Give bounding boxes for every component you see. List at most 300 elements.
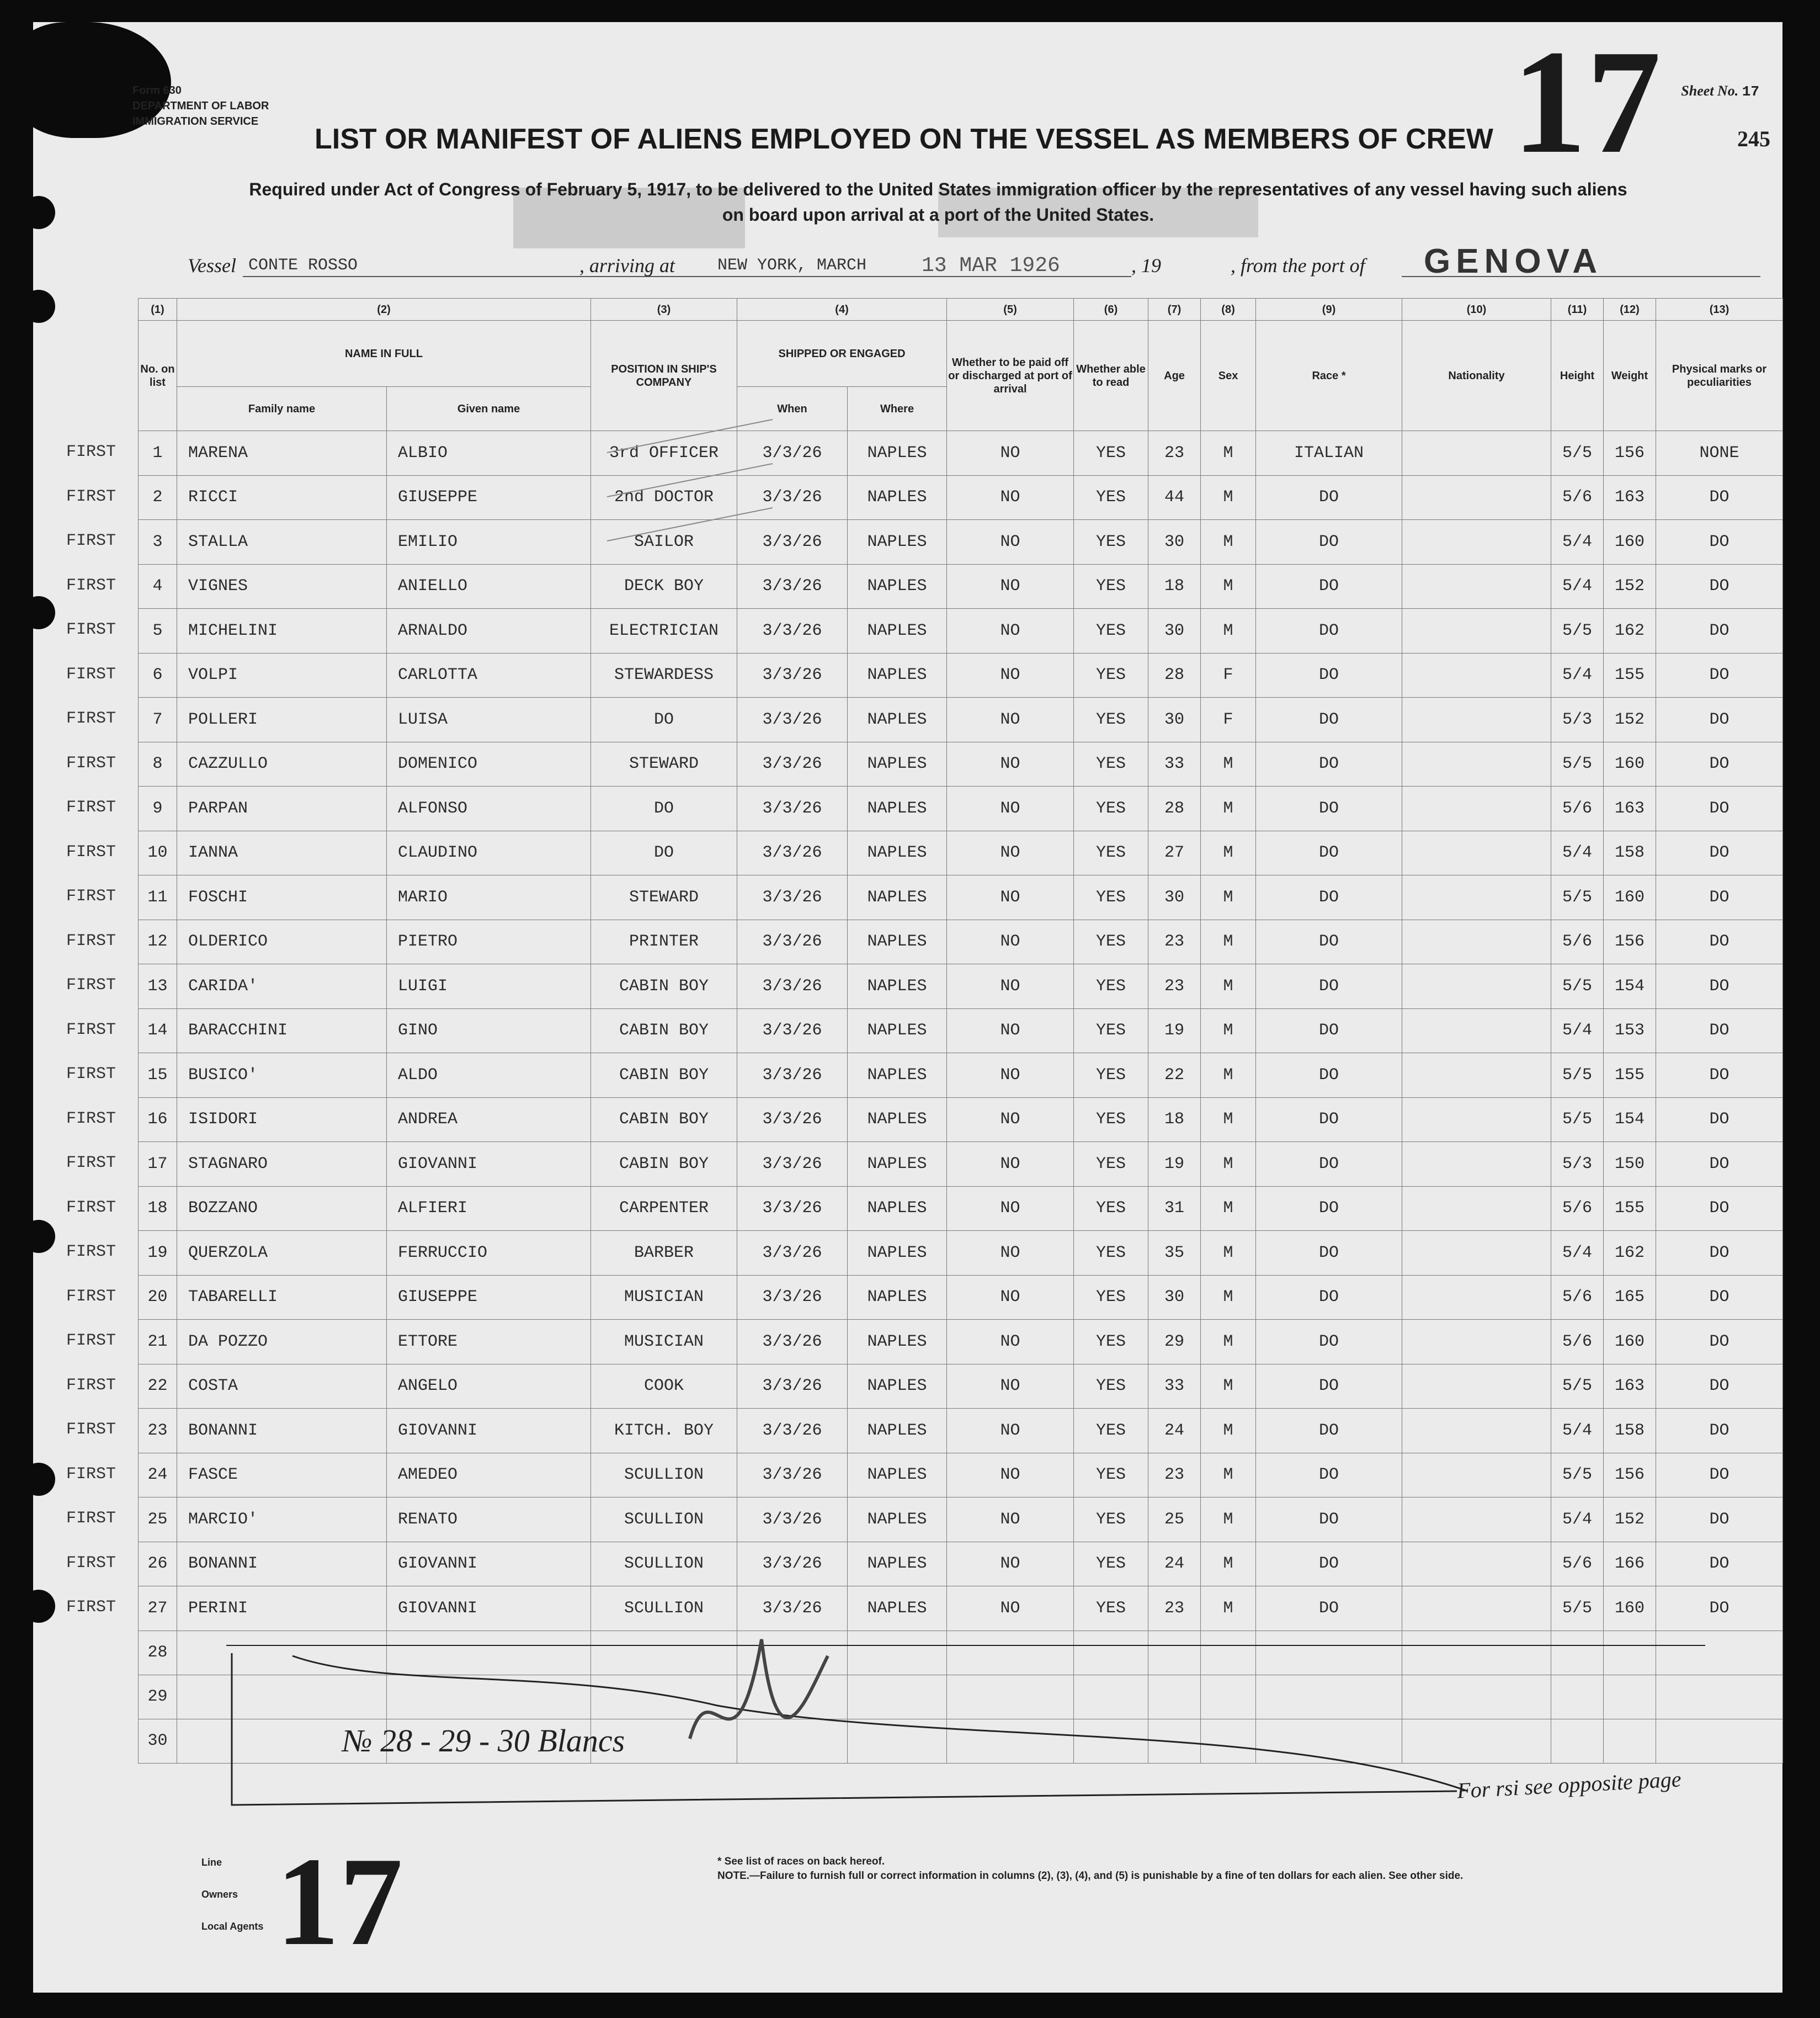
row-no-cell: 16 — [139, 1097, 177, 1142]
row-no-cell: 25 — [139, 1497, 177, 1542]
shipped-where-cell: NAPLES — [848, 1453, 947, 1497]
height-cell: 5/6 — [1551, 787, 1604, 831]
weight-cell: 154 — [1604, 964, 1656, 1009]
col-num: (2) — [177, 299, 591, 321]
class-label: FIRST — [66, 1420, 116, 1439]
given-name-cell: ALFIERI — [387, 1186, 591, 1231]
col-num: (7) — [1148, 299, 1201, 321]
given-name-cell: RENATO — [387, 1497, 591, 1542]
blanks-note: № 28 - 29 - 30 Blancs — [342, 1723, 625, 1759]
height-cell: 5/5 — [1551, 875, 1604, 920]
physical-marks-cell: DO — [1656, 475, 1783, 520]
row-no-cell: 8 — [139, 742, 177, 787]
paid-off-cell: NO — [947, 1586, 1074, 1631]
shipped-when-cell: 3/3/26 — [737, 1409, 848, 1453]
col-header-read: Whether able to read — [1074, 321, 1148, 431]
sex-cell: M — [1201, 831, 1256, 875]
sex-cell: F — [1201, 653, 1256, 698]
shipped-when-cell: 3/3/26 — [737, 1142, 848, 1187]
able-to-read-cell: YES — [1074, 520, 1148, 565]
physical-marks-cell: DO — [1656, 831, 1783, 875]
col-header-family: Family name — [177, 387, 387, 431]
able-to-read-cell: YES — [1074, 831, 1148, 875]
col-num: (12) — [1604, 299, 1656, 321]
paid-off-cell: NO — [947, 653, 1074, 698]
position-cell: CABIN BOY — [591, 1097, 737, 1142]
physical-marks-cell: DO — [1656, 609, 1783, 654]
able-to-read-cell: YES — [1074, 1097, 1148, 1142]
age-cell: 30 — [1148, 698, 1201, 742]
row-no-cell: 9 — [139, 787, 177, 831]
able-to-read-cell: YES — [1074, 1453, 1148, 1497]
age-cell: 23 — [1148, 1586, 1201, 1631]
able-to-read-cell: YES — [1074, 1053, 1148, 1098]
position-cell: CABIN BOY — [591, 1053, 737, 1098]
family-name-cell: MARCIO' — [177, 1497, 387, 1542]
race-cell: DO — [1256, 831, 1402, 875]
physical-marks-cell: DO — [1656, 1542, 1783, 1586]
race-cell: DO — [1256, 698, 1402, 742]
shipped-when-cell: 3/3/26 — [737, 1542, 848, 1586]
service-name: IMMIGRATION SERVICE — [132, 115, 259, 128]
class-label: FIRST — [66, 1331, 116, 1350]
height-cell: 5/6 — [1551, 920, 1604, 964]
position-cell: SCULLION — [591, 1497, 737, 1542]
shipped-when-cell: 3/3/26 — [737, 1097, 848, 1142]
family-name-cell: PERINI — [177, 1586, 387, 1631]
able-to-read-cell: YES — [1074, 1142, 1148, 1187]
shipped-where-cell: NAPLES — [848, 431, 947, 476]
weight-cell: 158 — [1604, 831, 1656, 875]
given-name-cell: ALFONSO — [387, 787, 591, 831]
race-cell: DO — [1256, 1097, 1402, 1142]
row-no-cell: 28 — [139, 1631, 177, 1675]
shipped-where-cell: NAPLES — [848, 1097, 947, 1142]
shipped-where-cell: NAPLES — [848, 653, 947, 698]
family-name-cell: RICCI — [177, 475, 387, 520]
race-cell: DO — [1256, 1142, 1402, 1187]
race-cell: DO — [1256, 520, 1402, 565]
shipped-where-cell: NAPLES — [848, 1586, 947, 1631]
given-name-cell: PIETRO — [387, 920, 591, 964]
age-cell: 23 — [1148, 964, 1201, 1009]
row-no-cell: 5 — [139, 609, 177, 654]
race-cell: DO — [1256, 1542, 1402, 1586]
age-cell: 23 — [1148, 1453, 1201, 1497]
weight-cell: 160 — [1604, 875, 1656, 920]
paid-off-cell: NO — [947, 1231, 1074, 1276]
paid-off-cell: NO — [947, 742, 1074, 787]
age-cell: 28 — [1148, 653, 1201, 698]
family-name-cell: OLDERICO — [177, 920, 387, 964]
shipped-where-cell: NAPLES — [848, 1008, 947, 1053]
position-cell: CABIN BOY — [591, 1142, 737, 1187]
footnote-races: * See list of races on back hereof. — [717, 1856, 885, 1867]
row-no-cell: 6 — [139, 653, 177, 698]
col-header-position: POSITION IN SHIP'S COMPANY — [591, 321, 737, 431]
weight-cell: 165 — [1604, 1275, 1656, 1320]
class-label: FIRST — [66, 620, 116, 639]
physical-marks-cell: DO — [1656, 1231, 1783, 1276]
family-name-cell: FASCE — [177, 1453, 387, 1497]
shipped-when-cell: 3/3/26 — [737, 653, 848, 698]
physical-marks-cell: DO — [1656, 964, 1783, 1009]
race-cell: DO — [1256, 1053, 1402, 1098]
class-label: FIRST — [66, 931, 116, 950]
class-label: FIRST — [66, 1109, 116, 1128]
position-cell: DO — [591, 831, 737, 875]
given-name-cell: FERRUCCIO — [387, 1231, 591, 1276]
col-num: (3) — [591, 299, 737, 321]
given-name-cell: CARLOTTA — [387, 653, 591, 698]
position-cell: MUSICIAN — [591, 1275, 737, 1320]
sex-cell: M — [1201, 1497, 1256, 1542]
weight-cell: 155 — [1604, 1053, 1656, 1098]
sex-cell: M — [1201, 875, 1256, 920]
height-cell: 5/4 — [1551, 520, 1604, 565]
able-to-read-cell: YES — [1074, 1231, 1148, 1276]
age-cell: 29 — [1148, 1320, 1201, 1364]
col-num: (5) — [947, 299, 1074, 321]
shipped-when-cell: 3/3/26 — [737, 564, 848, 609]
shipped-where-cell: NAPLES — [848, 1053, 947, 1098]
weight-cell: 160 — [1604, 520, 1656, 565]
position-cell: DECK BOY — [591, 564, 737, 609]
position-cell: DO — [591, 787, 737, 831]
sex-cell: M — [1201, 1453, 1256, 1497]
family-name-cell: TABARELLI — [177, 1275, 387, 1320]
col-header-nationality: Nationality — [1402, 321, 1551, 431]
age-cell: 23 — [1148, 431, 1201, 476]
row-no-cell: 13 — [139, 964, 177, 1009]
col-num: (9) — [1256, 299, 1402, 321]
age-cell: 28 — [1148, 787, 1201, 831]
col-header-where: Where — [848, 387, 947, 431]
race-cell: DO — [1256, 875, 1402, 920]
class-label: FIRST — [66, 842, 116, 862]
family-name-cell: POLLERI — [177, 698, 387, 742]
age-cell: 30 — [1148, 875, 1201, 920]
physical-marks-cell: DO — [1656, 653, 1783, 698]
race-cell: DO — [1256, 742, 1402, 787]
height-cell: 5/6 — [1551, 1542, 1604, 1586]
physical-marks-cell: DO — [1656, 1097, 1783, 1142]
paid-off-cell: NO — [947, 609, 1074, 654]
line-label: Line — [201, 1857, 222, 1868]
class-label: FIRST — [66, 1553, 116, 1573]
position-cell: 2nd DOCTOR — [591, 475, 737, 520]
physical-marks-cell: DO — [1656, 1497, 1783, 1542]
height-cell: 5/5 — [1551, 1097, 1604, 1142]
shipped-when-cell: 3/3/26 — [737, 831, 848, 875]
position-cell: CABIN BOY — [591, 1008, 737, 1053]
shipped-where-cell: NAPLES — [848, 787, 947, 831]
class-label: FIRST — [66, 1065, 116, 1084]
given-name-cell: CLAUDINO — [387, 831, 591, 875]
able-to-read-cell: YES — [1074, 742, 1148, 787]
family-name-cell: IANNA — [177, 831, 387, 875]
race-cell: DO — [1256, 1275, 1402, 1320]
race-cell: DO — [1256, 964, 1402, 1009]
able-to-read-cell: YES — [1074, 653, 1148, 698]
weight-cell: 150 — [1604, 1142, 1656, 1187]
col-header-given: Given name — [387, 387, 591, 431]
subtitle-line-1: Required under Act of Congress of February 5, 1917, to be delivered to the United States immigration officer by the representatives of any vessel having such aliens — [249, 179, 1627, 199]
paid-off-cell: NO — [947, 1409, 1074, 1453]
family-name-cell: QUERZOLA — [177, 1231, 387, 1276]
race-cell: DO — [1256, 1586, 1402, 1631]
given-name-cell: ETTORE — [387, 1320, 591, 1364]
family-name-cell: VIGNES — [177, 564, 387, 609]
family-name-cell: PARPAN — [177, 787, 387, 831]
row-no-cell: 17 — [139, 1142, 177, 1187]
paid-off-cell: NO — [947, 964, 1074, 1009]
shipped-when-cell: 3/3/26 — [737, 1231, 848, 1276]
sex-cell: M — [1201, 1586, 1256, 1631]
paid-off-cell: NO — [947, 698, 1074, 742]
vessel-label: Vessel — [188, 254, 236, 277]
family-name-cell: FOSCHI — [177, 875, 387, 920]
family-name-cell: ISIDORI — [177, 1097, 387, 1142]
position-cell: SCULLION — [591, 1453, 737, 1497]
class-label: FIRST — [66, 1242, 116, 1261]
class-label: FIRST — [66, 665, 116, 684]
given-name-cell: GIOVANNI — [387, 1586, 591, 1631]
age-cell: 19 — [1148, 1142, 1201, 1187]
height-cell: 5/3 — [1551, 698, 1604, 742]
able-to-read-cell: YES — [1074, 1586, 1148, 1631]
shipped-where-cell: NAPLES — [848, 520, 947, 565]
sex-cell: M — [1201, 1008, 1256, 1053]
shipped-where-cell: NAPLES — [848, 1231, 947, 1276]
sex-cell: M — [1201, 520, 1256, 565]
weight-cell: 163 — [1604, 787, 1656, 831]
family-name-cell: CAZZULLO — [177, 742, 387, 787]
row-no-cell: 19 — [139, 1231, 177, 1276]
shipped-when-cell: 3/3/26 — [737, 520, 848, 565]
shipped-when-cell: 3/3/26 — [737, 1186, 848, 1231]
height-cell: 5/6 — [1551, 1186, 1604, 1231]
row-no-cell: 24 — [139, 1453, 177, 1497]
sex-cell: M — [1201, 787, 1256, 831]
form-number: Form 630 — [132, 84, 182, 97]
signature-scrawl — [690, 1639, 828, 1739]
given-name-cell: GIOVANNI — [387, 1409, 591, 1453]
footnote-penalty: NOTE.—Failure to furnish full or correct information in columns (2), (3), (4), and (5) is punishable by a fine of ten dollars for each alien. See other side. — [717, 1870, 1464, 1882]
weight-cell: 152 — [1604, 564, 1656, 609]
shipped-when-cell: 3/3/26 — [737, 1053, 848, 1098]
given-name-cell: MARIO — [387, 875, 591, 920]
race-cell: DO — [1256, 1453, 1402, 1497]
physical-marks-cell: DO — [1656, 1053, 1783, 1098]
paid-off-cell: NO — [947, 475, 1074, 520]
race-cell: DO — [1256, 1008, 1402, 1053]
family-name-cell: BONANNI — [177, 1409, 387, 1453]
paid-off-cell: NO — [947, 1008, 1074, 1053]
physical-marks-cell: DO — [1656, 1186, 1783, 1231]
height-cell: 5/6 — [1551, 475, 1604, 520]
paid-off-cell: NO — [947, 831, 1074, 875]
given-name-cell: ALBIO — [387, 431, 591, 476]
given-name-cell: ARNALDO — [387, 609, 591, 654]
sex-cell: M — [1201, 609, 1256, 654]
position-cell: COOK — [591, 1364, 737, 1409]
sex-cell: M — [1201, 1364, 1256, 1409]
shipped-when-cell: 3/3/26 — [737, 1364, 848, 1409]
race-cell: DO — [1256, 564, 1402, 609]
race-cell: DO — [1256, 653, 1402, 698]
class-label: FIRST — [66, 798, 116, 817]
sex-cell: F — [1201, 698, 1256, 742]
class-label: FIRST — [66, 443, 116, 461]
year-label: , 19 — [1131, 254, 1161, 277]
row-no-cell: 12 — [139, 920, 177, 964]
age-cell: 31 — [1148, 1186, 1201, 1231]
weight-cell: 156 — [1604, 920, 1656, 964]
class-label: FIRST — [66, 1464, 116, 1484]
shipped-where-cell: NAPLES — [848, 1497, 947, 1542]
age-cell: 33 — [1148, 1364, 1201, 1409]
shipped-when-cell: 3/3/26 — [737, 1497, 848, 1542]
row-no-cell: 30 — [139, 1719, 177, 1763]
able-to-read-cell: YES — [1074, 1275, 1148, 1320]
row-no-cell: 15 — [139, 1053, 177, 1098]
given-name-cell: AMEDEO — [387, 1453, 591, 1497]
weight-cell: 160 — [1604, 742, 1656, 787]
class-label: FIRST — [66, 1154, 116, 1172]
position-cell: STEWARD — [591, 742, 737, 787]
able-to-read-cell: YES — [1074, 787, 1148, 831]
shipped-when-cell: 3/3/26 — [737, 787, 848, 831]
able-to-read-cell: YES — [1074, 609, 1148, 654]
col-num: (8) — [1201, 299, 1256, 321]
row-no-cell: 10 — [139, 831, 177, 875]
family-name-cell: CARIDA' — [177, 964, 387, 1009]
row-no-cell: 26 — [139, 1542, 177, 1586]
check-marks — [607, 419, 773, 541]
sheet-big-number: 17 — [1512, 19, 1661, 184]
paid-off-cell: NO — [947, 1097, 1074, 1142]
family-name-cell: STAGNARO — [177, 1142, 387, 1187]
family-name-cell: VOLPI — [177, 653, 387, 698]
position-cell: SCULLION — [591, 1542, 737, 1586]
shipped-when-cell: 3/3/26 — [737, 698, 848, 742]
paid-off-cell: NO — [947, 1142, 1074, 1187]
family-name-cell: MICHELINI — [177, 609, 387, 654]
position-cell: BARBER — [591, 1231, 737, 1276]
given-name-cell: GIUSEPPE — [387, 475, 591, 520]
class-label: FIRST — [66, 532, 116, 550]
class-label: FIRST — [66, 1598, 116, 1617]
date-stamp: 13 MAR 1926 — [922, 254, 1060, 278]
height-cell: 5/6 — [1551, 1320, 1604, 1364]
able-to-read-cell: YES — [1074, 1364, 1148, 1409]
shipped-where-cell: NAPLES — [848, 1364, 947, 1409]
height-cell: 5/4 — [1551, 1008, 1604, 1053]
family-name-cell: COSTA — [177, 1364, 387, 1409]
weight-cell: 154 — [1604, 1097, 1656, 1142]
shipped-when-cell: 3/3/26 — [737, 920, 848, 964]
shipped-when-cell: 3/3/26 — [737, 1008, 848, 1053]
position-cell: DO — [591, 698, 737, 742]
sex-cell: M — [1201, 1186, 1256, 1231]
age-cell: 19 — [1148, 1008, 1201, 1053]
height-cell: 5/4 — [1551, 1409, 1604, 1453]
arriving-label: , arriving at — [579, 254, 675, 277]
paid-off-cell: NO — [947, 920, 1074, 964]
col-header-shipped: SHIPPED OR ENGAGED — [737, 321, 947, 387]
sex-cell: M — [1201, 1231, 1256, 1276]
physical-marks-cell: DO — [1656, 698, 1783, 742]
agents-label: Local Agents — [201, 1921, 264, 1932]
race-cell: DO — [1256, 1231, 1402, 1276]
class-label: FIRST — [66, 1198, 116, 1217]
col-header-age: Age — [1148, 321, 1201, 431]
owners-label: Owners — [201, 1889, 238, 1900]
age-cell: 30 — [1148, 520, 1201, 565]
sex-cell: M — [1201, 1320, 1256, 1364]
race-cell: DO — [1256, 1364, 1402, 1409]
position-cell: STEWARDESS — [591, 653, 737, 698]
able-to-read-cell: YES — [1074, 920, 1148, 964]
paid-off-cell: NO — [947, 520, 1074, 565]
weight-cell: 152 — [1604, 698, 1656, 742]
physical-marks-cell: DO — [1656, 1008, 1783, 1053]
age-cell: 18 — [1148, 1097, 1201, 1142]
arriving-value: NEW YORK, MARCH — [717, 256, 867, 275]
position-cell: 3rd OFFICER — [591, 431, 737, 476]
able-to-read-cell: YES — [1074, 1008, 1148, 1053]
age-cell: 33 — [1148, 742, 1201, 787]
paid-off-cell: NO — [947, 1320, 1074, 1364]
able-to-read-cell: YES — [1074, 698, 1148, 742]
given-name-cell: GIOVANNI — [387, 1542, 591, 1586]
sex-cell: M — [1201, 1542, 1256, 1586]
given-name-cell: DOMENICO — [387, 742, 591, 787]
age-cell: 18 — [1148, 564, 1201, 609]
physical-marks-cell: DO — [1656, 875, 1783, 920]
weight-cell: 156 — [1604, 1453, 1656, 1497]
age-cell: 22 — [1148, 1053, 1201, 1098]
shipped-where-cell: NAPLES — [848, 1142, 947, 1187]
sex-cell: M — [1201, 475, 1256, 520]
paid-off-cell: NO — [947, 564, 1074, 609]
port-label: , from the port of — [1231, 254, 1365, 277]
height-cell: 5/4 — [1551, 831, 1604, 875]
physical-marks-cell: DO — [1656, 1275, 1783, 1320]
weight-cell: 163 — [1604, 475, 1656, 520]
row-no-cell: 29 — [139, 1675, 177, 1719]
height-cell: 5/5 — [1551, 1053, 1604, 1098]
col-num: (11) — [1551, 299, 1604, 321]
given-name-cell: ANDREA — [387, 1097, 591, 1142]
given-name-cell: LUISA — [387, 698, 591, 742]
able-to-read-cell: YES — [1074, 1542, 1148, 1586]
position-cell: STEWARD — [591, 875, 737, 920]
race-cell: ITALIAN — [1256, 431, 1402, 476]
sheet-number-label: Sheet No. — [1681, 83, 1739, 99]
height-cell: 5/4 — [1551, 1497, 1604, 1542]
physical-marks-cell: DO — [1656, 1586, 1783, 1631]
shipped-when-cell: 3/3/26 — [737, 609, 848, 654]
shipped-where-cell: NAPLES — [848, 964, 947, 1009]
physical-marks-cell: DO — [1656, 564, 1783, 609]
position-cell: KITCH. BOY — [591, 1409, 737, 1453]
sex-cell: M — [1201, 1275, 1256, 1320]
given-name-cell: LUIGI — [387, 964, 591, 1009]
given-name-cell: ANGELO — [387, 1364, 591, 1409]
height-cell: 5/5 — [1551, 742, 1604, 787]
